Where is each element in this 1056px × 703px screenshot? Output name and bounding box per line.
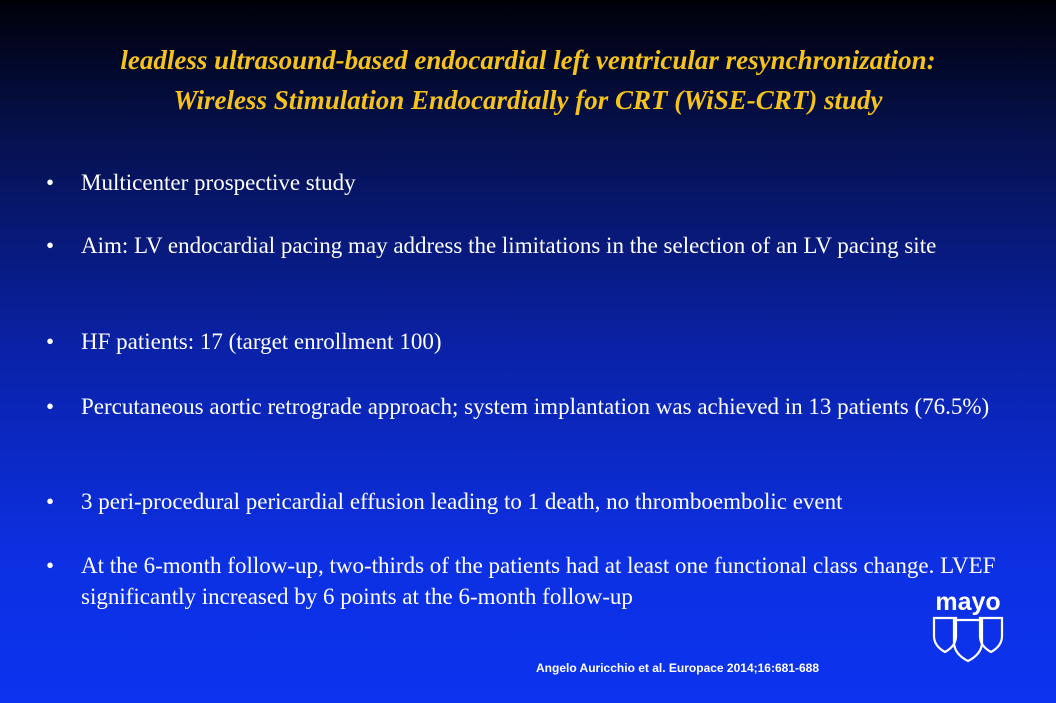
logo-text: mayo [935, 588, 1001, 616]
slide-title-line-1: leadless ultrasound-based endocardial left ventricular resynchronization: [120, 45, 936, 75]
mayo-clinic-shields-icon [928, 588, 1008, 664]
bullet-text: Percutaneous aortic retrograde approach; system implantation was achieved in 13 patients (76.5%) [81, 394, 990, 419]
bullet-text: 3 peri-procedural pericardial effusion leading to 1 death, no thromboembolic event [81, 489, 843, 514]
bullet-dot: • [46, 553, 55, 578]
bullet-dot: • [46, 170, 55, 195]
bullet-text: Multicenter prospective study [81, 170, 356, 195]
bullet-dot: • [46, 394, 55, 419]
citation: Angelo Auricchio et al. Europace 2014;16:681-688 [536, 661, 820, 675]
bullet-dot: • [46, 329, 55, 354]
bullet-text: HF patients: 17 (target enrollment 100) [81, 329, 442, 354]
bullet-text: At the 6-month follow-up, two-thirds of the patients had at least one functional class change. LVEF significantly increased by 6 points at the 6-month follow-up [81, 553, 996, 609]
bullet-dot: • [46, 233, 55, 258]
bullet-text: Aim: LV endocardial pacing may address the limitations in the selection of an LV pacing site [81, 233, 937, 258]
logo-shields [934, 618, 1002, 661]
slide-title-line-2: Wireless Stimulation Endocardially for CRT (WiSE-CRT) study [173, 85, 883, 115]
bullet-dot: • [46, 489, 55, 514]
